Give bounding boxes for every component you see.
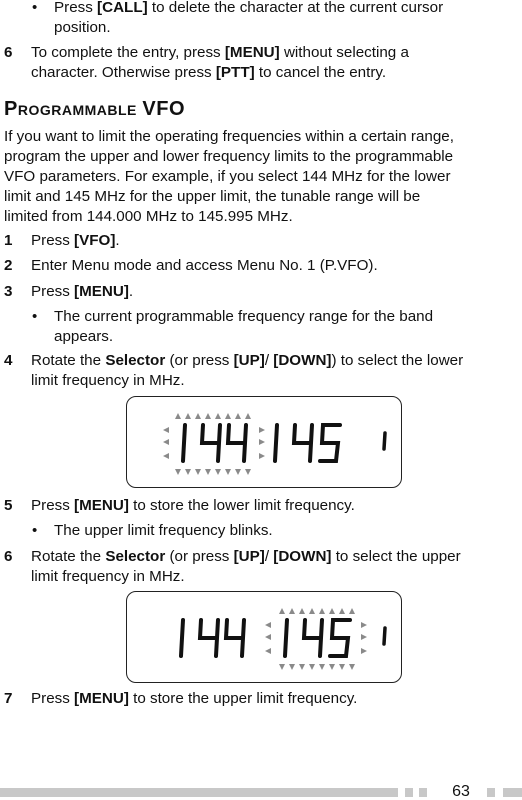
step3-bullet-line1: The current programmable frequency range for the band bbox=[54, 308, 434, 325]
step1-text: Press [VFO]. bbox=[31, 232, 120, 249]
page-number: 63 bbox=[452, 783, 470, 800]
step6-line2: character. Otherwise press [PTT] to cancel the entry. bbox=[31, 64, 387, 81]
call-bullet-line1: Press [CALL] to delete the character at the current cursor bbox=[54, 0, 444, 16]
step5-bullet: The upper limit frequency blinks. bbox=[54, 522, 273, 539]
lcd-band-digit bbox=[384, 628, 385, 644]
lcd-svg bbox=[127, 397, 401, 487]
step6-line2: limit frequency in MHz. bbox=[31, 568, 185, 585]
lcd-svg bbox=[127, 592, 401, 682]
step-number: 5 bbox=[4, 497, 13, 514]
lcd-lower-frequency-digits bbox=[183, 425, 246, 461]
bullet-dot: • bbox=[32, 0, 38, 16]
lcd-upper-frequency-digits bbox=[285, 620, 350, 656]
step-number: 6 bbox=[4, 44, 13, 61]
bullet-dot: • bbox=[32, 522, 38, 539]
step6-line1: Rotate the Selector (or press [UP]/ [DOWN] to select the upper bbox=[31, 548, 461, 565]
intro-paragraph-line: limit and 145 MHz for the upper limit, the tunable range will be bbox=[4, 188, 421, 205]
step4-line2: limit frequency in MHz. bbox=[31, 372, 185, 389]
step3-text: Press [MENU]. bbox=[31, 283, 134, 300]
step-number: 3 bbox=[4, 283, 13, 300]
step6-line1: To complete the entry, press [MENU] without selecting a bbox=[31, 44, 409, 61]
step2-text: Enter Menu mode and access Menu No. 1 (P.VFO). bbox=[31, 257, 378, 274]
section-title: PROGRAMMABLE VFO bbox=[4, 98, 186, 120]
footer-bar-segment bbox=[503, 788, 522, 797]
step5-text: Press [MENU] to store the lower limit frequency. bbox=[31, 497, 355, 514]
intro-paragraph-line: VFO parameters. For example, if you select 144 MHz for the lower bbox=[4, 168, 451, 185]
footer-bar bbox=[0, 788, 398, 797]
lcd-display-upper-blinking bbox=[126, 591, 402, 683]
step-number: 6 bbox=[4, 548, 13, 565]
step4-line1: Rotate the Selector (or press [UP]/ [DOWN]) to select the lower bbox=[31, 352, 464, 369]
step-number: 1 bbox=[4, 232, 13, 249]
intro-paragraph-line: If you want to limit the operating frequencies within a certain range, bbox=[4, 128, 454, 145]
footer-bar-segment bbox=[405, 788, 413, 797]
call-bullet-line2: position. bbox=[54, 19, 111, 36]
lcd-lower-frequency-digits bbox=[181, 620, 244, 656]
step-number: 7 bbox=[4, 690, 13, 707]
lcd-band-digit bbox=[384, 433, 385, 449]
lcd-upper-frequency-digits bbox=[275, 425, 340, 461]
step-number: 2 bbox=[4, 257, 13, 274]
lcd-display-lower-blinking bbox=[126, 396, 402, 488]
intro-paragraph-line: limited from 144.000 MHz to 145.995 MHz. bbox=[4, 208, 293, 225]
bullet-dot: • bbox=[32, 308, 38, 325]
step7-text: Press [MENU] to store the upper limit frequency. bbox=[31, 690, 358, 707]
step3-bullet-line2: appears. bbox=[54, 328, 114, 345]
footer-bar-segment bbox=[419, 788, 427, 797]
step-number: 4 bbox=[4, 352, 13, 369]
intro-paragraph-line: program the upper and lower frequency limits to the programmable bbox=[4, 148, 454, 165]
footer-bar-segment bbox=[487, 788, 495, 797]
